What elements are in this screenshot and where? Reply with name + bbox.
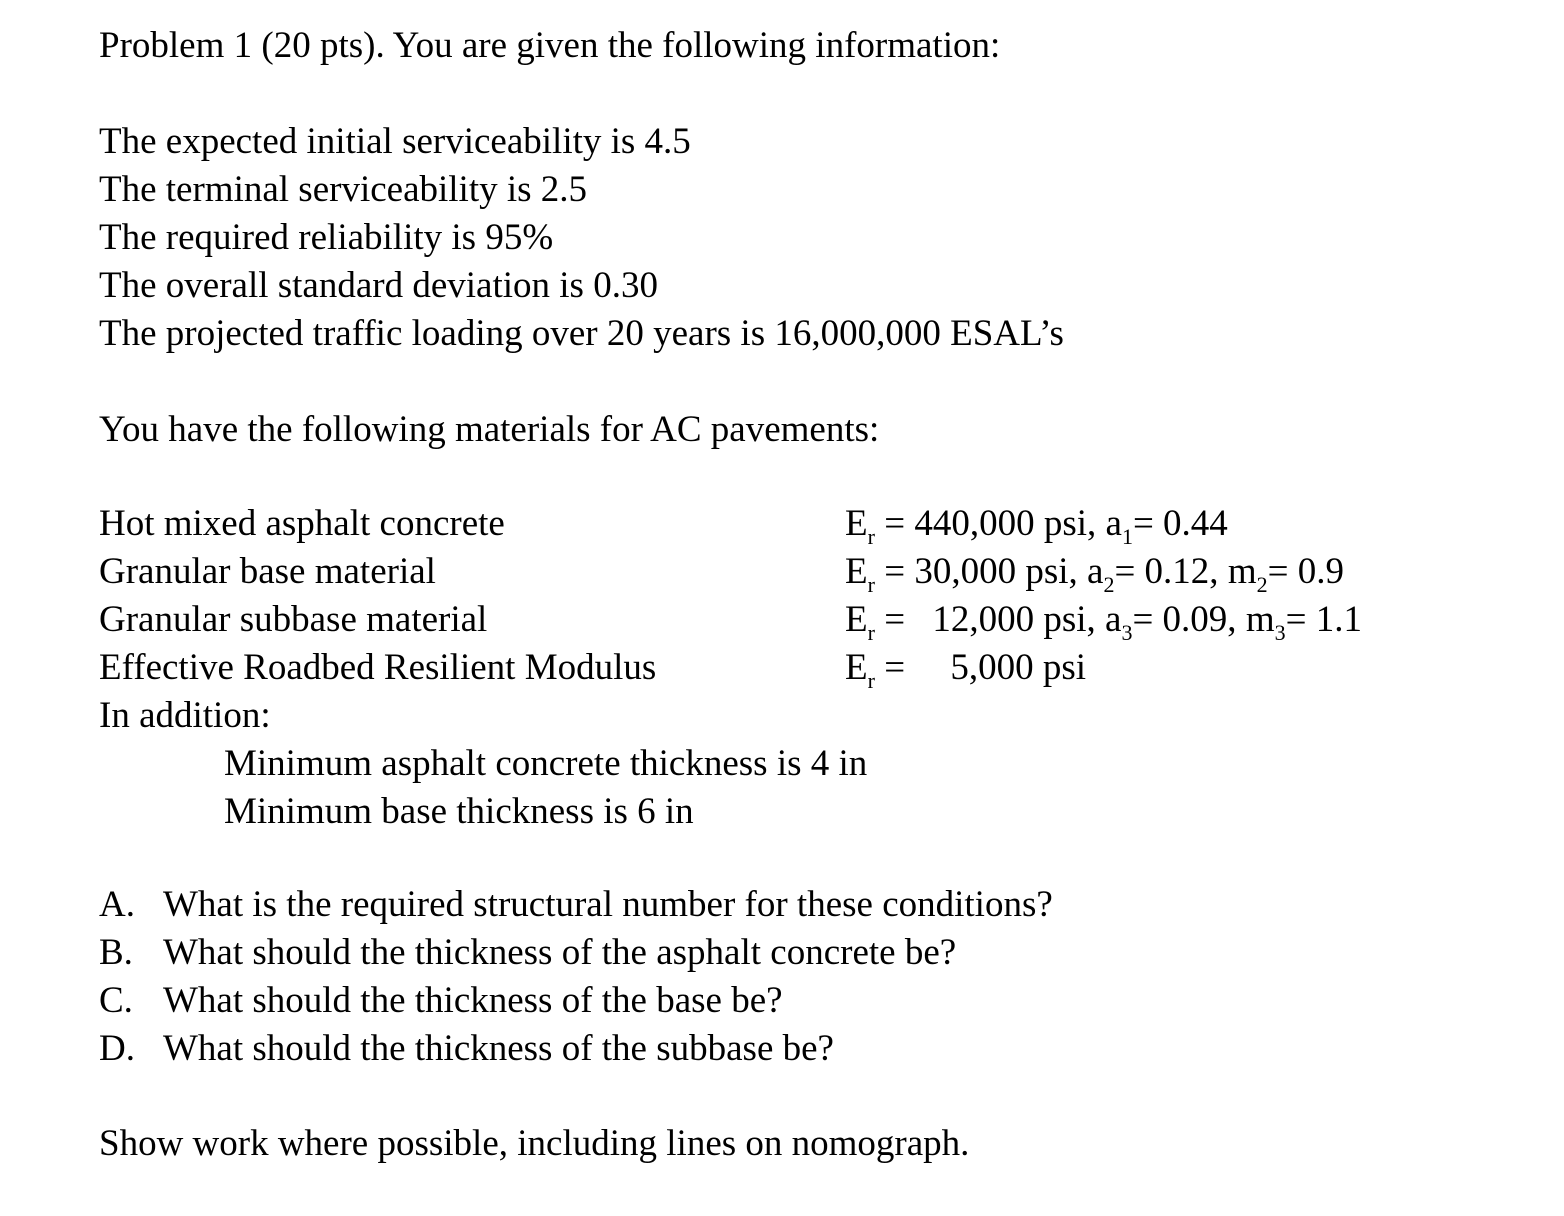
addition-label: In addition: xyxy=(99,695,271,736)
problem-title: Problem 1 (20 pts). You are given the following information: xyxy=(99,25,1001,66)
material-name: Effective Roadbed Resilient Modulus xyxy=(99,647,657,688)
given-initial-serviceability: The expected initial serviceability is 4.5 xyxy=(99,121,691,162)
addition-min-ac-thickness: Minimum asphalt concrete thickness is 4 in xyxy=(224,743,868,784)
question-c: C. What should the thickness of the base be? xyxy=(99,980,783,1021)
question-a: A. What is the required structural number for these conditions? xyxy=(99,884,1053,925)
material-name: Granular subbase material xyxy=(99,599,488,640)
material-properties: $E_r = 5,000$ psi xyxy=(845,647,1086,693)
given-terminal-serviceability: The terminal serviceability is 2.5 xyxy=(99,169,588,210)
given-traffic-loading: The projected traffic loading over 20 years is 16,000,000 ESAL’s xyxy=(99,313,1064,354)
material-properties: $E_r = 30,000$ psi, $a_2= 0.12$, $m_2= 0.9$ xyxy=(845,551,1344,597)
given-reliability: The required reliability is 95% xyxy=(99,217,554,258)
material-name: Granular base material xyxy=(99,551,436,592)
question-d: D. What should the thickness of the subbase be? xyxy=(99,1028,834,1069)
given-standard-deviation: The overall standard deviation is 0.30 xyxy=(99,265,658,306)
material-properties: $E_r = 440,000$ psi, $a_1= 0.44$ xyxy=(845,503,1228,549)
question-b: B. What should the thickness of the asphalt concrete be? xyxy=(99,932,957,973)
material-name: Hot mixed asphalt concrete xyxy=(99,503,505,544)
materials-intro: You have the following materials for AC pavements: xyxy=(99,409,880,450)
closing-instruction: Show work where possible, including lines on nomograph. xyxy=(99,1123,970,1164)
addition-min-base-thickness: Minimum base thickness is 6 in xyxy=(224,791,694,832)
material-properties: $E_r = 12,000$ psi, $a_3= 0.09$, $m_3= 1.1$ xyxy=(845,599,1362,645)
